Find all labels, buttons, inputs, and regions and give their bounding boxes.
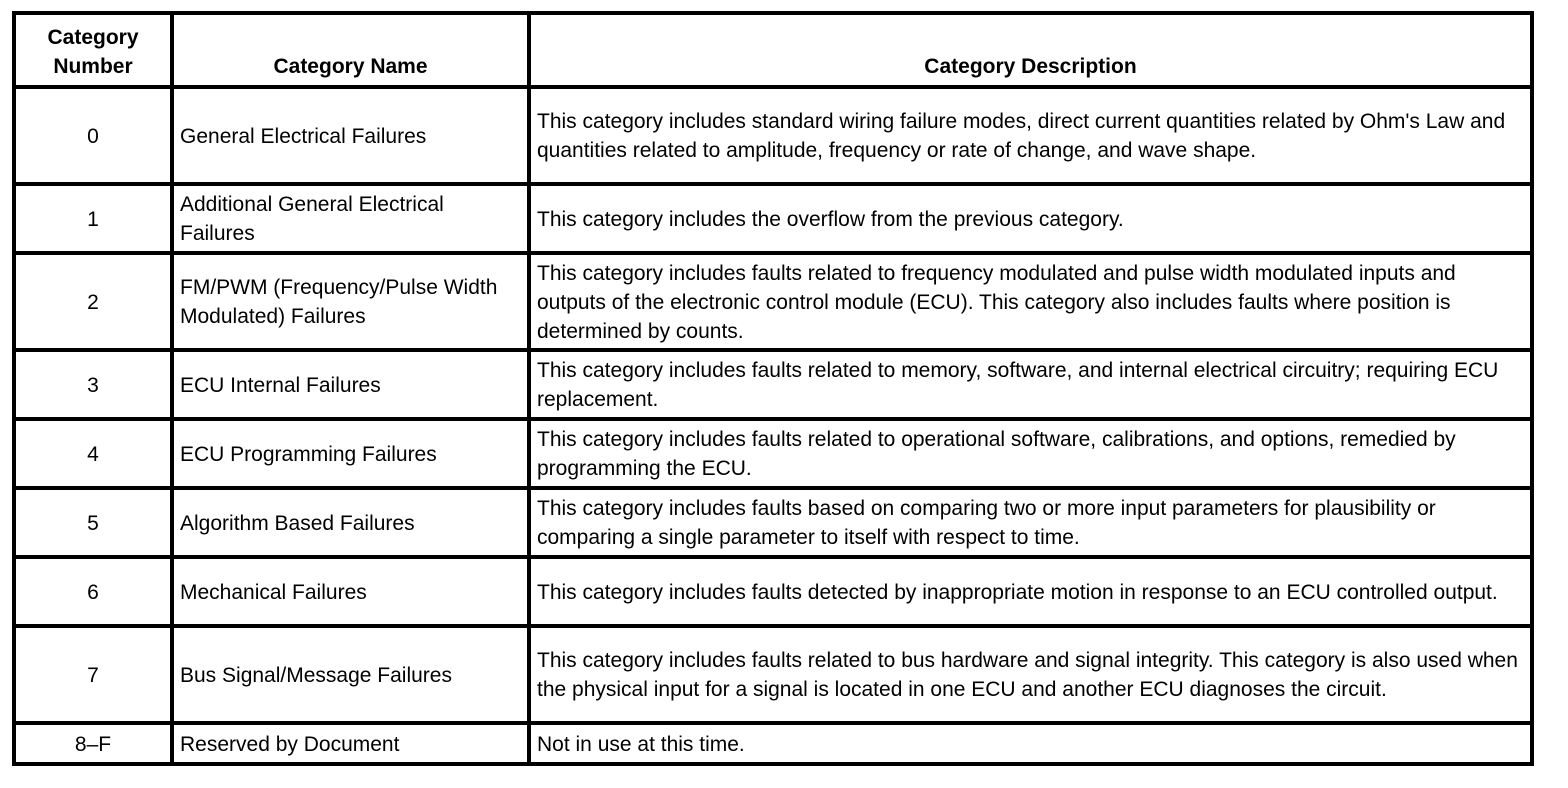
header-category-description: Category Description — [529, 13, 1532, 87]
category-number-cell: 0 — [14, 87, 172, 184]
category-table-container — [12, 11, 1534, 766]
table-row — [14, 87, 1532, 184]
category-name-cell: Algorithm Based Failures — [172, 488, 529, 557]
category-number-cell: 8–F — [14, 723, 172, 764]
category-name-cell: Bus Signal/Message Failures — [172, 626, 529, 723]
header-category-number — [14, 13, 172, 87]
category-name-cell: ECU Programming Failures — [172, 419, 529, 488]
table-row — [14, 557, 1532, 626]
category-description-cell: Not in use at this time. — [529, 723, 1532, 764]
table-row — [14, 723, 1532, 764]
category-description-cell: This category includes faults related to memory, software, and internal electrical circuitry; requiring ECU replacement. — [529, 350, 1532, 419]
category-description-cell: This category includes faults detected by inappropriate motion in response to an ECU controlled output. — [529, 557, 1532, 626]
category-number-cell: 2 — [14, 253, 172, 350]
category-number-cell: 4 — [14, 419, 172, 488]
category-name-cell: Reserved by Document — [172, 723, 529, 764]
table-row — [14, 488, 1532, 557]
category-description-cell: This category includes standard wiring failure modes, direct current quantities related by Ohm's Law and quantities related to amplitude, frequency or rate of change, and wave shape. — [529, 87, 1532, 184]
category-number-cell: 6 — [14, 557, 172, 626]
category-name-cell: FM/PWM (Frequency/Pulse Width Modulated) Failures — [172, 253, 529, 350]
header-category-name: Category Name — [172, 13, 529, 87]
category-number-cell: 3 — [14, 350, 172, 419]
category-table — [12, 11, 1534, 766]
table-row — [14, 419, 1532, 488]
category-name-cell: General Electrical Failures — [172, 87, 529, 184]
category-description-cell: This category includes the overflow from the previous category. — [529, 184, 1532, 253]
category-number-cell: 1 — [14, 184, 172, 253]
category-name-cell: Additional General Electrical Failures — [172, 184, 529, 253]
category-description-cell: This category includes faults related to bus hardware and signal integrity. This category is also used when the physical input for a signal is located in one ECU and another ECU diagnoses the circuit. — [529, 626, 1532, 723]
category-number-cell: 7 — [14, 626, 172, 723]
category-description-cell: This category includes faults based on comparing two or more input parameters for plausibility or comparing a single parameter to itself with respect to time. — [529, 488, 1532, 557]
table-row — [14, 253, 1532, 350]
category-description-cell: This category includes faults related to frequency modulated and pulse width modulated inputs and outputs of the electronic control module (ECU). This category also includes faults where position is determined by counts. — [529, 253, 1532, 350]
table-row — [14, 350, 1532, 419]
table-row — [14, 184, 1532, 253]
category-number-cell: 5 — [14, 488, 172, 557]
category-name-cell: Mechanical Failures — [172, 557, 529, 626]
header-number-line1: Category — [47, 26, 139, 49]
category-name-cell: ECU Internal Failures — [172, 350, 529, 419]
header-number-line2: Number — [53, 55, 133, 78]
table-header-row — [14, 13, 1532, 87]
table-row — [14, 626, 1532, 723]
category-description-cell: This category includes faults related to operational software, calibrations, and options, remedied by programming the ECU. — [529, 419, 1532, 488]
